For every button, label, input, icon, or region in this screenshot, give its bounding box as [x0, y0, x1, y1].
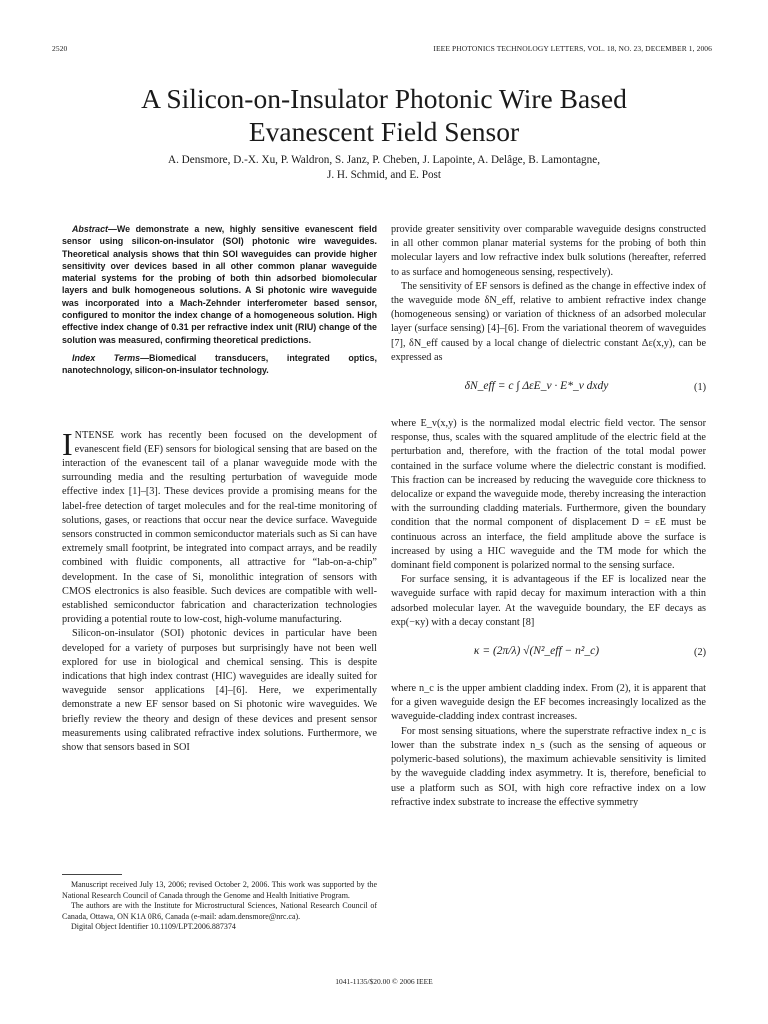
- abstract: [62, 223, 377, 346]
- right-paragraph-6: For most sensing situations, where the superstrate refractive index n_c is lower than the substrate index n_s (such as the sensing of aqueous or polymeric-based solutions), the maximum achievable sensitivity is limited by the waveguide cladding index asymmetry. It is, therefore, beneficial to use a platform such as SOI, with high core refractive index on a low refractive index substrate to increase the effective symmetry: [391, 725, 706, 808]
- left-column: [62, 223, 377, 755]
- footnote-affiliation: The authors are with the Institute for Microstructural Sciences, National Research Council of Canada, Ottawa, ON K1A 0R6, Canada (e-mail: adam.densmore@nrc.ca).: [62, 901, 377, 921]
- right-paragraph-1: provide greater sensitivity over comparable waveguide designs constructed in all other common planar material systems for the probing of both thin molecular layers and low refractive index bulk solutions (hereafter, referred to as surface and homogeneous sensing, respectively).: [391, 224, 706, 278]
- footnote-rule: [62, 874, 122, 875]
- right-paragraph-4: For surface sensing, it is advantageous if the EF is localized near the waveguide surface with rapid decay for maximum interaction with a thin adsorbed molecular layer. At the waveguide boundary, the EF decays as exp(−κy) with a decay constant [8]: [391, 574, 706, 628]
- right-column: [391, 223, 706, 810]
- equation-2: [391, 636, 706, 678]
- right-paragraph-5: where n_c is the upper ambient cladding index. From (2), it is apparent that for a given waveguide design the EF becomes increasingly localized as the waveguide-cladding index contrast increases.: [391, 683, 706, 723]
- intro-paragraph-1: [62, 425, 377, 628]
- authors-line-2: J. H. Schmid, and E. Post: [326, 169, 442, 181]
- right-paragraph-2: The sensitivity of EF sensors is defined as the change in effective index of the waveguide mode δN_eff, relative to ambient refractive index change (homogeneous sensing) or variation of thickness of an adsorbed molecular layer (surface sensing) [4]–[6]. From the variational theorem of waveguides [7], δN_eff caused by a local change of dielectric constant Δε(x,y), can be expressed as: [391, 280, 706, 363]
- equation-1: [391, 371, 706, 413]
- intro-paragraph-2: Silicon-on-insulator (SOI) photonic devices in particular have been developed for a variety of purposes but surprisingly have not been well explored for use in biological and chemical sensing. This is despite indications that high index contrast (HIC) waveguides are ideally suited for waveguide sensor applications [4]–[6]. Here, we experimentally demonstrate a new EF sensor based on Si photonic wire waveguides. We briefly review the theory and design of these devices and present sensor measurements using calibrated refractive index solutions. Furthermore, we show that sensors based in SOI: [62, 628, 377, 754]
- right-paragraph-3: where E_v(x,y) is the normalized modal electric field vector. The sensor response, thus, scales with the squared amplitude of the electric field at the perturbation and, therefore, with the fraction of the total modal power contained in the surface volume where the dielectric constant is modified. This fraction can be increased by reducing the waveguide core thickness to delocalize or expand the waveguide mode, thereby increasing the interaction with the surrounding cladding materials. Furthermore, given the boundary condition that the normal component of displacement D = εE must be continuous across an interface, the field amplitude above the surface is increased by using a HIC waveguide and the TM mode for which the dominant field component is polarized normal to the sensing surface.: [391, 418, 706, 572]
- copyright-footer: 1041-1135/$20.00 © 2006 IEEE: [335, 977, 433, 986]
- equation-1-number: (1): [694, 382, 706, 394]
- index-terms-text: —Biomedical transducers, integrated optics, nanotechnology, silicon-on-insulator technology.: [62, 352, 377, 376]
- page-number: 2520: [52, 44, 68, 53]
- journal-header: IEEE PHOTONICS TECHNOLOGY LETTERS, VOL. 18, NO. 23, DECEMBER 1, 2006: [433, 44, 712, 53]
- footnote: [62, 880, 377, 933]
- equation-1-body: δN_eff = c ∫ ΔεE_v · E*_v dxdy: [464, 380, 609, 393]
- paper-title: [40, 82, 728, 148]
- authors-line-1: A. Densmore, D.-X. Xu, P. Waldron, S. Janz, P. Cheben, J. Lapointe, A. Delâge, B. Lamontagne,: [167, 154, 601, 166]
- index-terms: [62, 352, 377, 377]
- footnote-doi: Digital Object Identifier 10.1109/LPT.2006.887374: [71, 922, 236, 932]
- intro-p1-text: NTENSE work has recently been focused on the development of evanescent field (EF) sensors for biological sensing that are based on the interaction of the evanescent tail of a planar waveguide mode with the surrounding media and the resulting perturbation of waveguide mode effective index [1]–[3]. These devices provide a promising means for the label-free detection of target molecules and for the real-time monitoring of solutions, gases, or reactions that occur near the device surface. Waveguide sensors constructed in common semiconductor materials such as Si can have extremely small footprint, be integrated into compact arrays, and be readily combined with fluidic components, all attractive for “lab-on-a-chip” development. In the case of Si, monolithic integration of sensors with CMOS electronics is also feasible. Such devices are compatible with well-established semiconductor fabrication and characterization technologies providing a potential route to low-cost, high-volume manufacturing.: [62, 429, 377, 626]
- equation-2-body: κ = (2π/λ) √(N²_eff − n²_c): [473, 645, 600, 658]
- abstract-label: Abstract: [72, 224, 109, 234]
- author-list: [40, 153, 728, 183]
- abstract-text: —We demonstrate a new, highly sensitive evanescent field sensor using silicon-on-insulator (SOI) photonic wire waveguides. Theoretical analysis shows that thin SOI waveguides can provide higher sensitivity over devices based in all other common planar waveguide material systems for the probing of both thin adsorbed biomolecular layers and bulk homogeneous solutions. A Si photonic wire waveguide was incorporated into a Mach-Zehnder interferometer based sensor, configured to monitor the index change of a homogeneous solution. High effective index change of 0.31 per refractive index unit (RIU) change of the solution was measured, confirming theoretical predictions.: [62, 224, 377, 345]
- title-line-2: Evanescent Field Sensor: [248, 116, 520, 147]
- index-terms-label: Index Terms: [72, 352, 141, 363]
- drop-cap: I: [62, 425, 73, 462]
- title-line-1: A Silicon-on-Insulator Photonic Wire Based: [141, 83, 627, 114]
- equation-2-number: (2): [694, 647, 706, 659]
- footnote-manuscript: Manuscript received July 13, 2006; revised October 2, 2006. This work was supported by the National Research Council of Canada through the Genome and Health Initiative Program.: [62, 880, 377, 900]
